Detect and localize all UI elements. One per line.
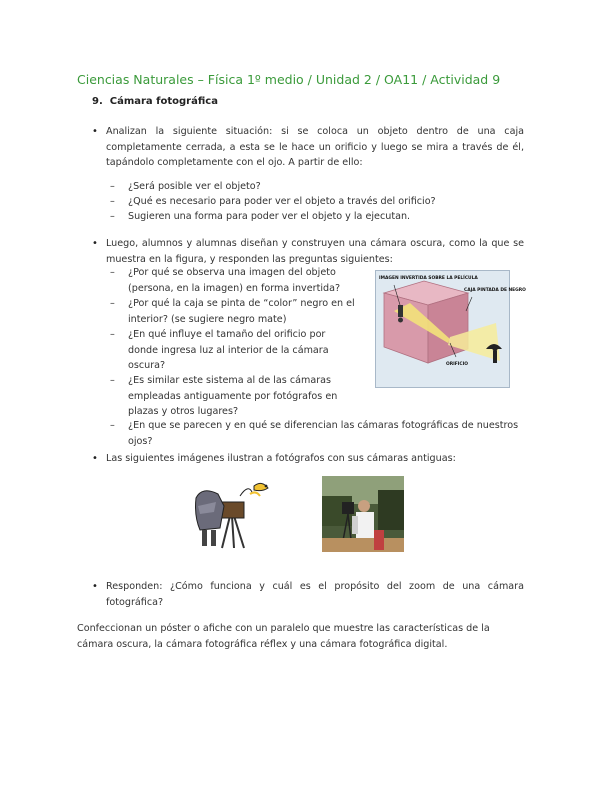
- question-item: ¿Es similar este sistema al de las cámaras empleadas antiguamente por fotógrafos en plazas y otros lugares?: [128, 375, 338, 417]
- question-item: ¿Por qué se observa una imagen del objeto (persona, en la imagen) en forma invertida?: [128, 267, 341, 294]
- label-inverted-image: IMAGEN INVERTIDA SOBRE LA PELÍCULA: [379, 276, 478, 281]
- label-painted-box: CAJA PINTADA DE NEGRO: [464, 288, 526, 293]
- dash-marker: –: [110, 181, 115, 192]
- question-item: ¿Será posible ver el objeto?: [128, 181, 261, 192]
- section-number: 9.: [92, 96, 103, 107]
- page-header: Ciencias Naturales – Física 1º medio / Unidad 2 / OA11 / Actividad 9: [77, 72, 501, 87]
- dash-marker: –: [110, 298, 115, 309]
- bullet-dot: •: [92, 238, 98, 249]
- photographer-photo-image: [322, 476, 404, 552]
- dash-marker: –: [110, 375, 115, 386]
- svg-text:ORIFICIO: [446, 361, 468, 367]
- bullet-dot: •: [92, 581, 98, 592]
- camera-oscura-paragraph: Luego, alumnos y alumnas diseñan y construyen una cámara oscura, como la que se muestra en la figura, y responden las preguntas siguientes:: [106, 238, 524, 265]
- bullet-dot: •: [92, 453, 98, 464]
- dash-marker: –: [110, 420, 115, 431]
- photographer-photo-illustration: [322, 476, 404, 552]
- question-item: ¿En que se parecen y en qué se diferencian las cámaras fotográficas de nuestros ojos?: [128, 420, 519, 447]
- question-item: ¿Qué es necesario para poder ver el objeto a través del orificio?: [128, 196, 436, 207]
- question-item: Sugieren una forma para poder ver el objeto y la ejecutan.: [128, 211, 411, 222]
- dash-marker: –: [110, 267, 115, 278]
- closing-paragraph: Confeccionan un póster o afiche con un paralelo que muestre las características de la cámara oscura, la cámara fotográfica réflex y una cámara fotográfica digital.: [77, 623, 490, 650]
- camera-oscura-figure: [375, 270, 526, 388]
- photographer-cartoon-illustration: [192, 476, 274, 552]
- question-item: ¿En qué influye el tamaño del orificio por donde ingresa luz al interior de la cámara oscura?: [128, 329, 329, 371]
- situation-paragraph: Analizan la siguiente situación: si se coloca un objeto dentro de una caja completamente cerrada, a esta se le hace un orificio y luego se mira a través de él, tapándolo completamente con el ojo. A partir de ello:: [106, 126, 524, 168]
- photographers-intro: Las siguientes imágenes ilustran a fotógrafos con sus cámaras antiguas:: [106, 453, 456, 464]
- dash-marker: –: [110, 329, 115, 340]
- zoom-question: Responden: ¿Cómo funciona y cuál es el propósito del zoom de una cámara fotográfica?: [106, 581, 524, 608]
- dash-marker: –: [110, 211, 115, 222]
- section-title-text: Cámara fotográfica: [109, 96, 218, 107]
- label-pinhole: ORIFICIO: [446, 362, 468, 367]
- bullet-dot: •: [92, 126, 98, 137]
- question-item: ¿Por qué la caja se pinta de “color” negro en el interior? (se sugiere negro mate): [128, 298, 355, 325]
- svg-text:CAJA PINTADA DE NEGRO: [464, 287, 526, 293]
- section-title: [92, 96, 218, 107]
- camera-oscura-illustration: [376, 271, 526, 387]
- dash-marker: –: [110, 196, 115, 207]
- photographer-cartoon-image: [192, 476, 274, 552]
